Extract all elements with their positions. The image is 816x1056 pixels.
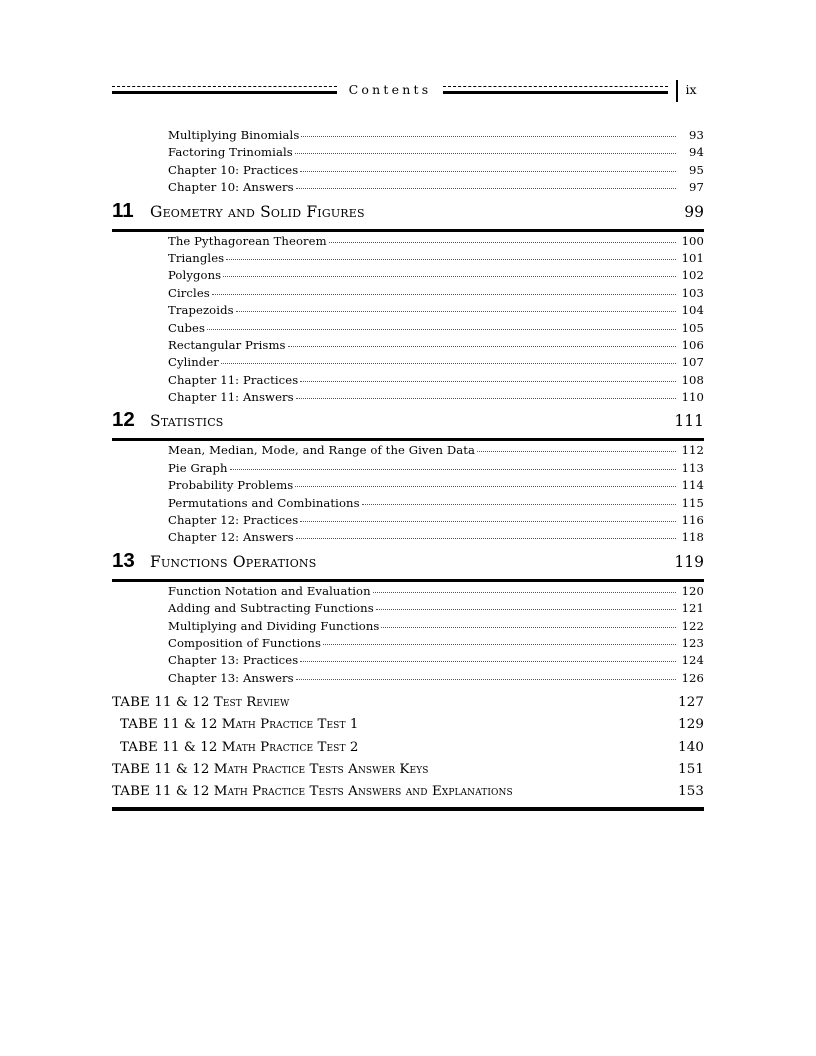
back-matter-title: TABE 11 & 12 Math Practice Test 2 xyxy=(120,739,359,755)
toc-entry[interactable] xyxy=(112,373,704,390)
header-row xyxy=(112,78,704,104)
toc-entry[interactable] xyxy=(112,601,704,618)
back-matter-title: TABE 11 & 12 Math Practice Tests Answer Keys xyxy=(112,762,429,778)
header-solid-rule-right xyxy=(443,91,668,94)
chapter-rule xyxy=(112,579,704,582)
toc-entry-title: Adding and Subtracting Functions xyxy=(168,601,374,616)
toc-entry-title: Mean, Median, Mode, and Range of the Given Data xyxy=(168,443,476,458)
back-matter-page: 153 xyxy=(678,784,704,800)
toc-entry[interactable] xyxy=(112,671,704,688)
toc-entry-title: Chapter 10: Practices xyxy=(168,162,299,177)
toc-entry-page: 124 xyxy=(681,653,704,668)
toc-entry-page: 116 xyxy=(681,513,704,528)
toc-entry[interactable] xyxy=(112,653,704,670)
toc-entry-title: Chapter 11: Practices xyxy=(168,372,299,387)
toc-entry-title: Circles xyxy=(168,285,210,300)
toc-entry-page: 104 xyxy=(681,303,704,318)
toc-entry-page: 101 xyxy=(681,250,704,265)
leader-dots xyxy=(477,450,676,452)
header-solid-rule-left xyxy=(112,91,337,94)
pre-chapter-entries xyxy=(112,128,704,198)
chapter-title: Geometry and Solid Figures xyxy=(150,202,365,221)
chapter-number: 12 xyxy=(112,408,135,432)
back-matter-page: 140 xyxy=(678,739,704,755)
leader-dots xyxy=(230,468,676,470)
toc-entry-page: 120 xyxy=(681,583,704,598)
toc-entry-page: 112 xyxy=(681,443,704,458)
header-dashed-rule-left xyxy=(112,86,337,87)
toc-entry-title: Chapter 10: Answers xyxy=(168,180,294,195)
toc-entry[interactable] xyxy=(112,478,704,495)
leader-dots xyxy=(226,258,676,260)
toc-entry-page: 107 xyxy=(681,355,704,370)
leader-dots xyxy=(212,293,676,295)
toc-entry[interactable] xyxy=(112,513,704,530)
toc-entry-title: Cylinder xyxy=(168,355,219,370)
leader-dots xyxy=(295,152,676,154)
toc-entry-title: Chapter 13: Practices xyxy=(168,653,299,668)
toc-entry-title: Chapter 11: Answers xyxy=(168,390,294,405)
chapter-heading[interactable] xyxy=(112,410,704,441)
chapter-13-entries xyxy=(112,584,704,688)
back-matter-list xyxy=(112,695,704,810)
leader-dots xyxy=(207,328,676,330)
toc-entry-page: 106 xyxy=(681,337,704,352)
running-header xyxy=(112,78,704,108)
toc-entry[interactable] xyxy=(112,636,704,653)
back-matter-title: TABE 11 & 12 Math Practice Tests Answers and Explanations xyxy=(112,784,513,800)
toc-entry-page: 97 xyxy=(689,180,704,195)
toc-entry[interactable] xyxy=(112,268,704,285)
toc-entry[interactable] xyxy=(112,303,704,320)
header-title: Contents xyxy=(348,81,432,97)
toc-entry-title: Chapter 13: Answers xyxy=(168,670,294,685)
toc-entry-title: Function Notation and Evaluation xyxy=(168,583,371,598)
toc-entry[interactable] xyxy=(112,286,704,303)
toc-entry-title: Multiplying Binomials xyxy=(168,128,300,142)
back-matter-page: 151 xyxy=(678,762,704,778)
toc-entry-page: 118 xyxy=(681,530,704,545)
toc-entry-page: 108 xyxy=(681,372,704,387)
chapter-number: 11 xyxy=(112,198,134,222)
toc-entry[interactable] xyxy=(112,338,704,355)
toc-entry[interactable] xyxy=(112,530,704,547)
chapter-page: 111 xyxy=(674,412,704,431)
header-rule-right xyxy=(443,86,668,96)
toc-entry[interactable] xyxy=(112,128,704,145)
toc-entry[interactable] xyxy=(112,251,704,268)
toc-entry[interactable] xyxy=(112,390,704,407)
chapter-heading[interactable] xyxy=(112,548,704,582)
toc-entry-page: 93 xyxy=(689,128,704,142)
leader-dots xyxy=(296,187,676,189)
toc-entry-page: 102 xyxy=(681,268,704,283)
toc-entry[interactable] xyxy=(112,496,704,513)
table-of-contents xyxy=(112,128,704,811)
toc-entry-title: Chapter 12: Answers xyxy=(168,530,294,545)
leader-dots xyxy=(301,135,676,137)
toc-entry-title: Triangles xyxy=(168,250,225,265)
toc-entry-title: Cubes xyxy=(168,320,206,335)
toc-entry-page: 126 xyxy=(681,670,704,685)
chapter-title: Statistics xyxy=(150,412,224,431)
toc-entry-title: Chapter 12: Practices xyxy=(168,513,299,528)
chapter-11-entries xyxy=(112,234,704,408)
leader-dots xyxy=(288,345,676,347)
toc-entry-title: Factoring Trinomials xyxy=(168,145,293,160)
toc-entry-title: The Pythagorean Theorem xyxy=(168,233,327,248)
toc-entry-title: Polygons xyxy=(168,268,222,283)
back-matter-title: TABE 11 & 12 Test Review xyxy=(112,695,290,711)
chapter-heading[interactable] xyxy=(112,198,704,232)
toc-entry-page: 94 xyxy=(689,145,704,160)
chapter-page: 119 xyxy=(674,552,704,571)
page-folio: ix xyxy=(685,81,697,97)
toc-entry-title: Rectangular Prisms xyxy=(168,337,286,352)
toc-entry-page: 115 xyxy=(681,495,704,510)
chapter-number: 13 xyxy=(112,548,135,572)
toc-entry[interactable] xyxy=(112,321,704,338)
toc-entry-page: 122 xyxy=(681,618,704,633)
back-matter-row[interactable] xyxy=(112,717,704,739)
toc-entry[interactable] xyxy=(112,163,704,180)
chapter-heading-row xyxy=(112,198,704,228)
header-rule-left xyxy=(112,86,337,96)
toc-entry[interactable] xyxy=(112,461,704,478)
leader-dots xyxy=(300,170,676,172)
leader-dots xyxy=(323,643,676,645)
leader-dots xyxy=(300,380,676,382)
chapter-rule xyxy=(112,438,704,441)
back-matter-page: 127 xyxy=(678,695,704,711)
chapter-12-entries xyxy=(112,443,704,547)
chapter-title: Functions Operations xyxy=(150,552,317,571)
back-matter-row[interactable] xyxy=(112,762,704,784)
toc-entry[interactable] xyxy=(112,234,704,251)
toc-entry-page: 113 xyxy=(681,460,704,475)
leader-dots xyxy=(236,310,676,312)
toc-entry[interactable] xyxy=(112,584,704,601)
toc-entry-page: 123 xyxy=(681,635,704,650)
leader-dots xyxy=(376,608,676,610)
back-matter-title: TABE 11 & 12 Math Practice Test 1 xyxy=(120,717,359,733)
toc-entry[interactable] xyxy=(112,355,704,372)
leader-dots xyxy=(329,241,676,243)
toc-entry-page: 100 xyxy=(681,233,704,248)
chapter-rule xyxy=(112,229,704,232)
toc-entry-page: 114 xyxy=(681,478,704,493)
leader-dots xyxy=(300,660,676,662)
chapter-heading-row xyxy=(112,548,704,578)
toc-entry[interactable] xyxy=(112,145,704,162)
back-matter-row[interactable] xyxy=(112,740,704,762)
toc-entry-page: 121 xyxy=(681,601,704,616)
chapter-page: 99 xyxy=(684,202,704,221)
leader-dots xyxy=(373,591,676,593)
toc-entry-title: Multiplying and Dividing Functions xyxy=(168,618,380,633)
header-dashed-rule-right xyxy=(443,86,668,87)
leader-dots xyxy=(381,626,676,628)
back-matter-row[interactable] xyxy=(112,784,704,806)
toc-entry-title: Permutations and Combinations xyxy=(168,495,360,510)
chapter-heading-row xyxy=(112,410,704,437)
leader-dots xyxy=(295,485,676,487)
toc-entry-page: 110 xyxy=(681,390,704,405)
leader-dots xyxy=(223,275,676,277)
toc-entry-title: Trapezoids xyxy=(168,303,234,318)
toc-entry-page: 95 xyxy=(689,162,704,177)
toc-entry-page: 105 xyxy=(681,320,704,335)
toc-entry-title: Pie Graph xyxy=(168,460,228,475)
toc-entry-title: Composition of Functions xyxy=(168,635,321,650)
back-matter-row[interactable] xyxy=(112,695,704,717)
toc-entry-page: 103 xyxy=(681,285,704,300)
toc-entry[interactable] xyxy=(112,180,704,197)
toc-entry[interactable] xyxy=(112,443,704,460)
leader-dots xyxy=(362,503,676,505)
back-matter-page: 129 xyxy=(678,717,704,733)
leader-dots xyxy=(221,362,676,364)
leader-dots xyxy=(300,520,676,522)
leader-dots xyxy=(296,537,676,539)
leader-dots xyxy=(296,678,676,680)
toc-entry[interactable] xyxy=(112,619,704,636)
leader-dots xyxy=(296,397,676,399)
toc-entry-title: Probability Problems xyxy=(168,478,294,493)
